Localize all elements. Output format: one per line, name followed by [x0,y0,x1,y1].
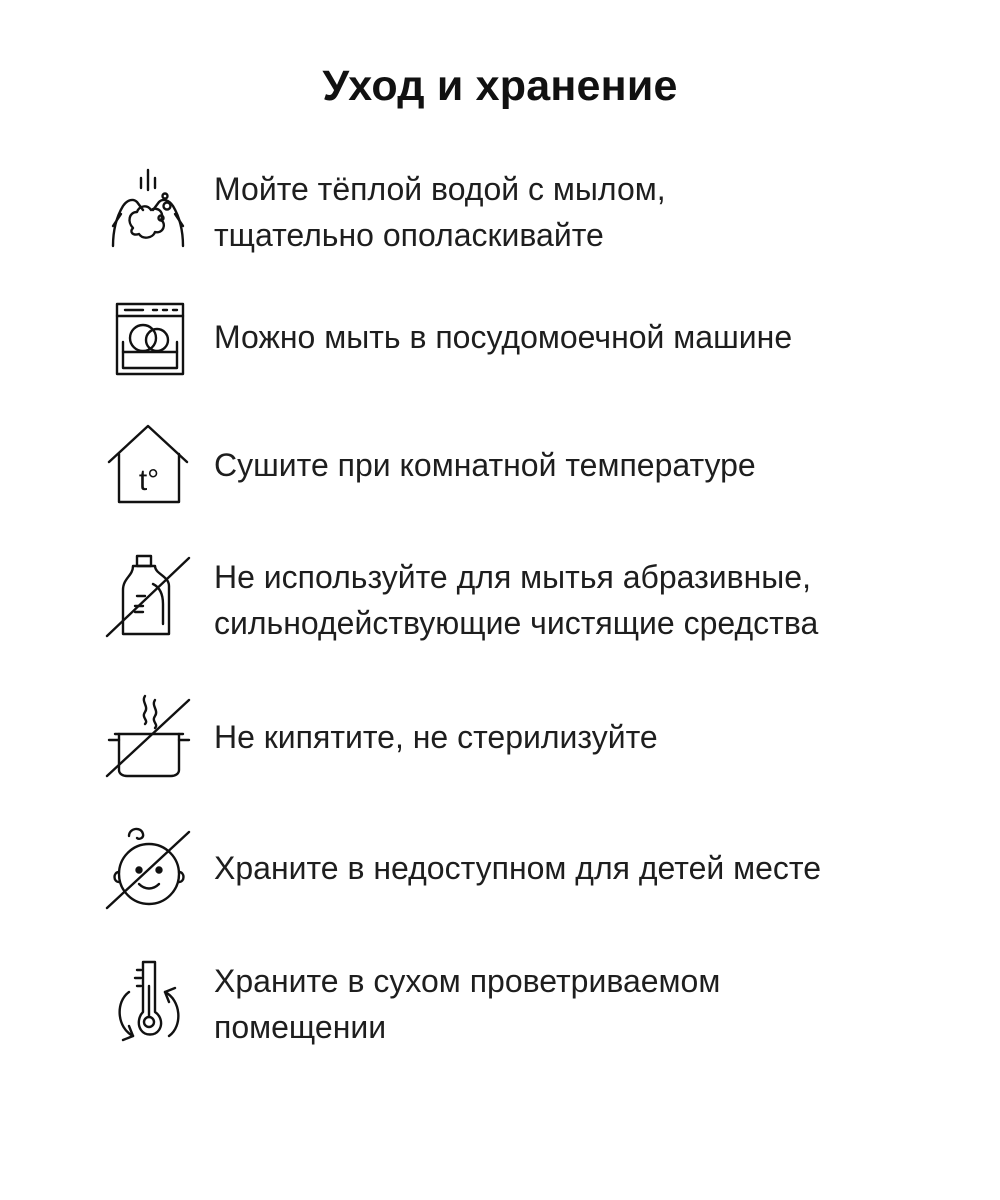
no-boiling-icon [103,690,193,780]
care-text-6 [214,845,821,891]
washing-hands-icon [103,168,193,258]
dishwasher-icon [103,296,193,386]
house-temperature-icon [103,420,193,510]
care-text-3 [214,442,756,488]
care-text-4 [214,554,818,646]
care-text-line: сильнодействующие чистящие средства [214,605,819,641]
care-text-7 [214,958,720,1050]
page-title: Уход и хранение [322,62,678,110]
no-detergent-icon [103,550,193,640]
care-text-line: Храните в сухом проветриваемом [214,963,721,999]
care-text-1 [214,166,666,258]
house-temperature-label: t° [138,464,160,497]
care-text-line: тщательно ополаскивайте [214,217,604,253]
thermometer-ventilation-icon [103,956,193,1046]
care-text-2 [214,314,792,360]
care-text-line: Можно мыть в посудомоечной машине [214,319,793,355]
care-text-line: Храните в недоступном для детей месте [214,850,822,886]
no-children-icon [103,822,193,912]
care-text-5 [214,714,658,760]
care-text-line: Не кипятите, не стерилизуйте [214,719,658,755]
care-text-line: Сушите при комнатной температуре [214,447,756,483]
care-text-line: помещении [214,1009,387,1045]
care-text-line: Мойте тёплой водой с мылом, [214,171,666,207]
care-text-line: Не используйте для мытья абразивные, [214,559,811,595]
